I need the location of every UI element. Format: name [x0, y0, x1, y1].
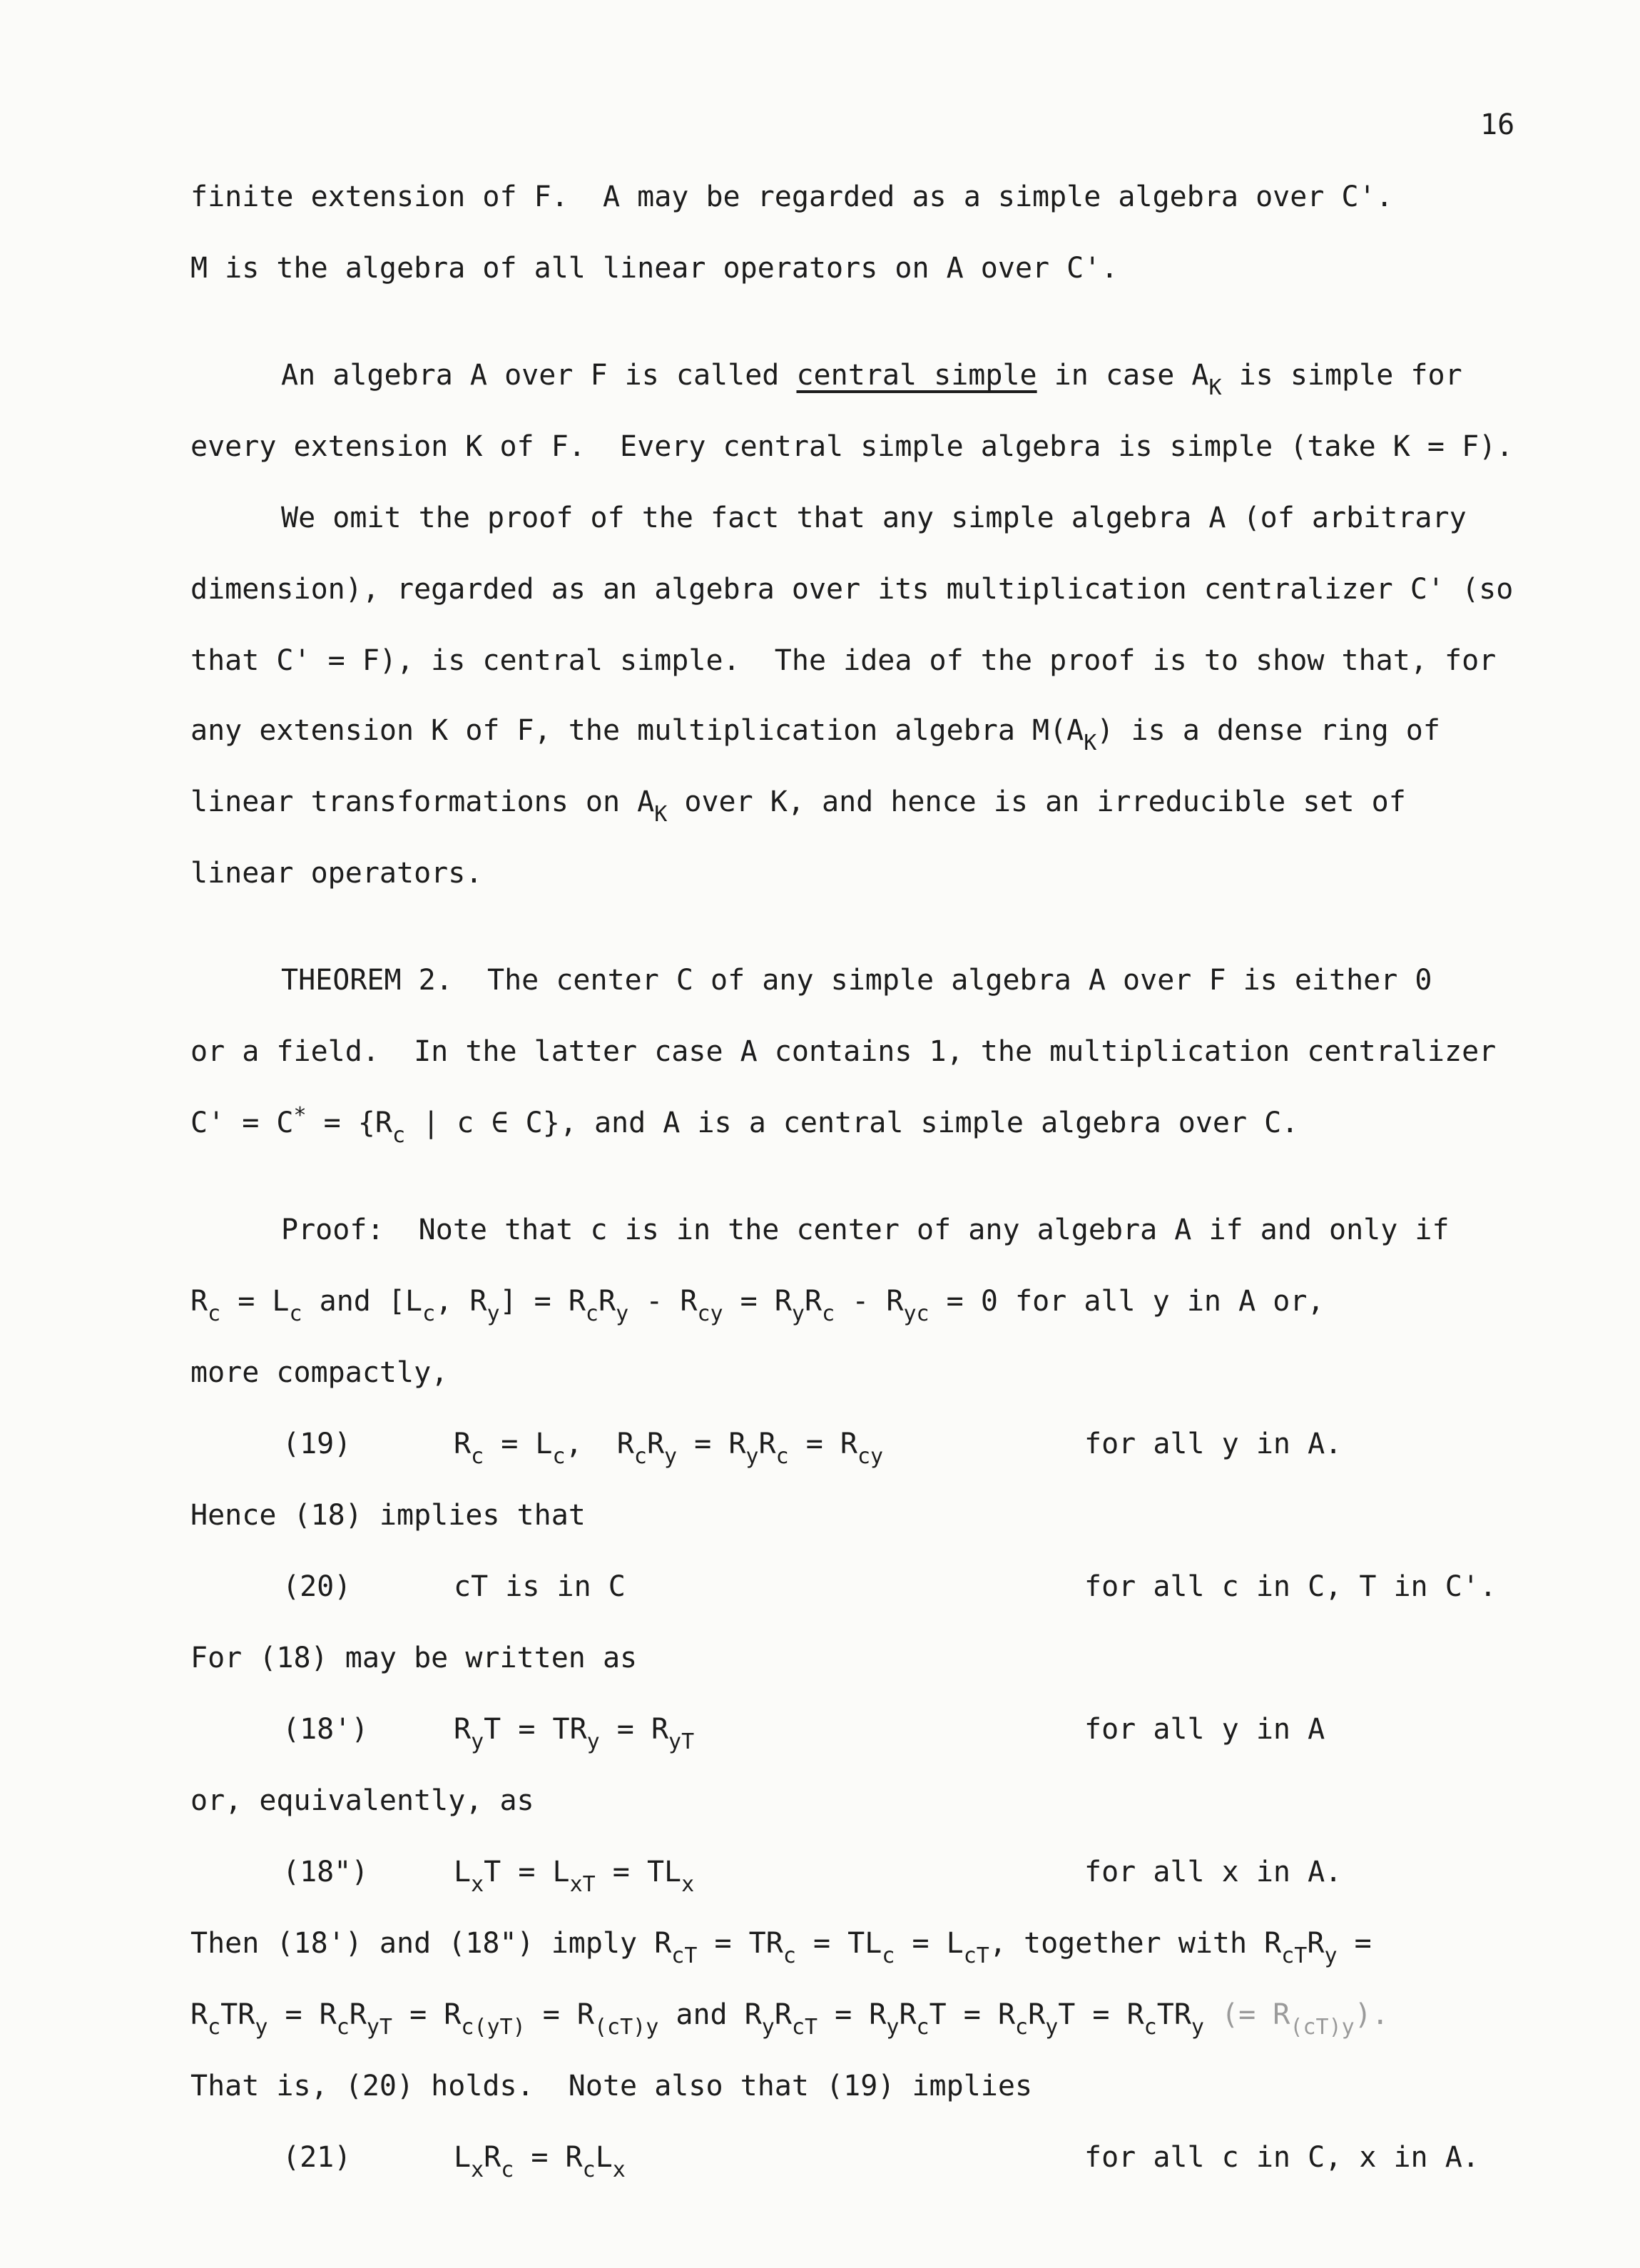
equation-number-18-double-prime: (18")	[282, 1856, 369, 1888]
paragraph-line: finite extension of F. A may be regarded as a simple algebra over C'.	[190, 180, 1393, 213]
equation-18-double-prime: $L_xT = L_{xT} = TL_x$	[454, 1856, 695, 1897]
paragraph-line: For (18) may be written as	[190, 1642, 638, 1674]
equation-18-double-prime-condition: for all x in A.	[1084, 1856, 1343, 1888]
paragraph-line: Hence (18) implies that	[190, 1499, 586, 1532]
paragraph-formula-line: Then (18') and (18") imply $R_{cT} = TR_c = TL_c = L_{cT}$, together with $R_{cT}R_y$ =	[190, 1927, 1372, 1968]
theorem-label: THEOREM 2.	[281, 964, 453, 997]
equation-number-18-prime: (18')	[282, 1713, 369, 1746]
equation-20: cT is in C	[454, 1570, 626, 1603]
formula-line: $R_cTR_y = R_cR_{yT} = R_{c(yT)} = R_{(cT)y}$ and $R_yR_{cT} = R_yR_cT = R_cR_yT = R_cTR_y$ (= $R_{(cT)y}$).	[190, 1998, 1389, 2040]
equation-18-prime-condition: for all y in A	[1084, 1713, 1325, 1746]
equation-19: $R_c = L_c$, $R_cR_y = R_yR_c = R_{cy}$	[454, 1428, 884, 1469]
equation-number-21: (21)	[282, 2141, 352, 2174]
proof-formula-line: $R_c = L_c$ and [$L_c$, $R_y] = R_cR_y - R_{cy} = R_yR_c - R_{yc} = 0$ for all y in A or,	[190, 1285, 1325, 1326]
equation-number-20: (20)	[282, 1570, 352, 1603]
paragraph-line: that C' = F), is central simple. The idea of the proof is to show that, for	[190, 644, 1497, 677]
paragraph-line: or, equivalently, as	[190, 1784, 534, 1817]
equation-18-prime: $R_yT = TR_y = R_{yT}$	[454, 1713, 695, 1754]
paragraph-line: We omit the proof of the fact that any simple algebra A (of arbitrary	[281, 502, 1467, 534]
equation-20-condition: for all c in C, T in C'.	[1084, 1570, 1497, 1603]
proof-line: more compactly,	[190, 1356, 449, 1389]
proof-line: Proof: Note that c is in the center of any algebra A if and only if	[281, 1214, 1450, 1246]
theorem-line: THEOREM 2. The center C of any simple algebra A over F is either 0	[281, 964, 1432, 997]
defined-term: central simple	[796, 359, 1037, 392]
paragraph-line: every extension K of F. Every central simple algebra is simple (take K = F).	[190, 430, 1514, 463]
equation-21: $L_xR_c = R_cL_x$	[454, 2141, 626, 2182]
page-number: 16	[1480, 108, 1515, 141]
paragraph-line: M is the algebra of all linear operators on A over C'.	[190, 252, 1119, 285]
equation-number-19: (19)	[282, 1428, 352, 1460]
paragraph-line: dimension), regarded as an algebra over its multiplication centralizer C' (so	[190, 573, 1514, 606]
equation-21-condition: for all c in C, x in A.	[1084, 2141, 1479, 2174]
paragraph-line: That is, (20) holds. Note also that (19) implies	[190, 2070, 1033, 2102]
paragraph-line: linear transformations on $A_K$ over K, and hence is an irreducible set of	[190, 785, 1406, 827]
equation-19-condition: for all y in A.	[1084, 1428, 1343, 1460]
paragraph-line: any extension K of F, the multiplication algebra $M(A_K)$ is a dense ring of	[190, 714, 1440, 756]
theorem-line: or a field. In the latter case A contains 1, the multiplication centralizer	[190, 1035, 1497, 1068]
paragraph-line: linear operators.	[190, 857, 483, 890]
proof-label: Proof:	[281, 1214, 384, 1246]
theorem-line: $C' = C^* = \{R_c$ | c ∈ C}, and A is a central simple algebra over C.	[190, 1103, 1299, 1148]
definition-line: An algebra A over F is called central simple in case $A_K$ is simple for	[281, 359, 1462, 400]
